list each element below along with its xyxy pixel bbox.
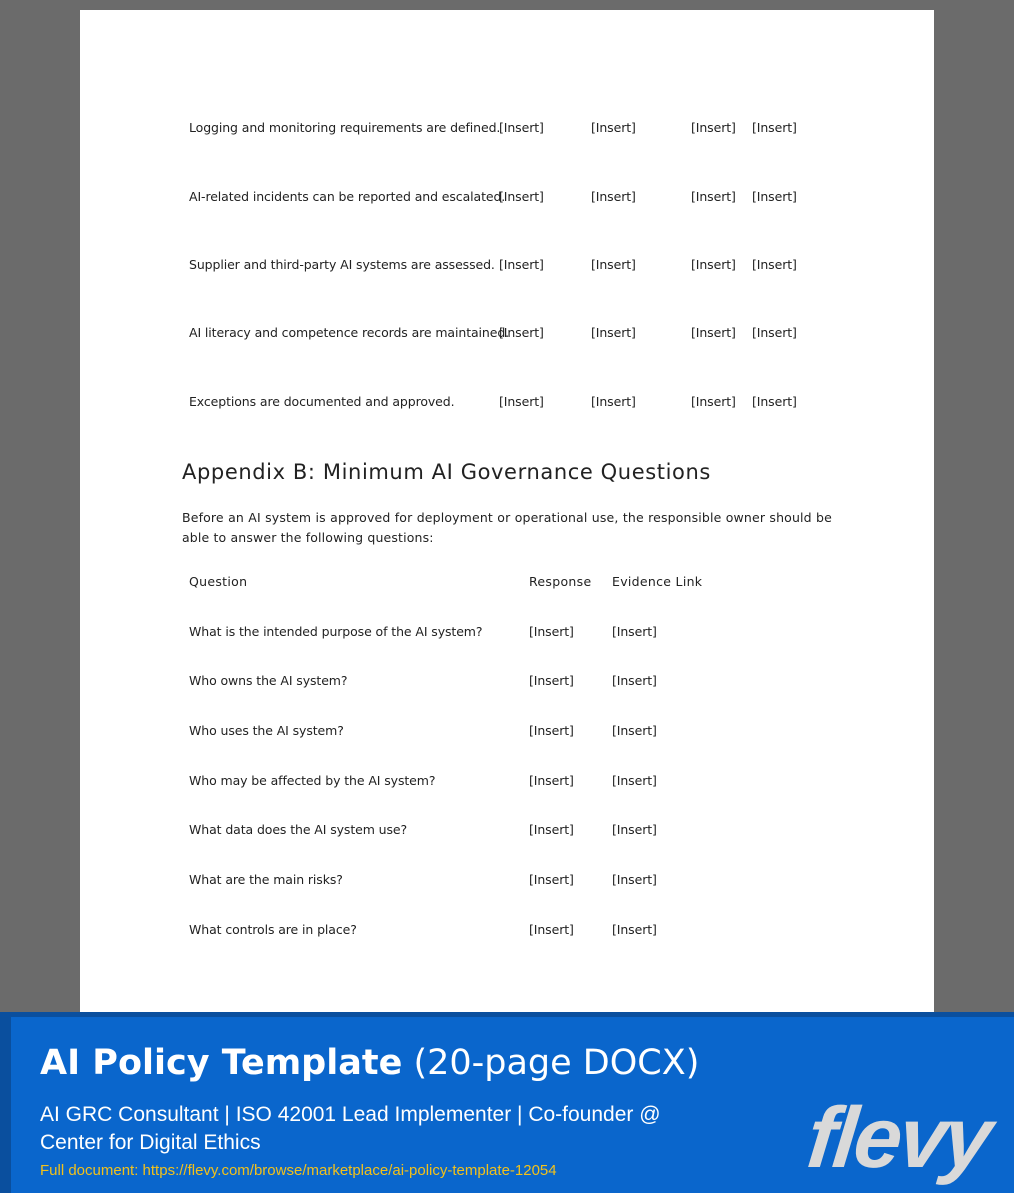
response-cell: [Insert] xyxy=(529,822,574,837)
response-cell: [Insert] xyxy=(529,773,574,788)
response-cell: [Insert] xyxy=(529,673,574,688)
checklist-cell: [Insert] xyxy=(499,189,544,204)
checklist-cell: [Insert] xyxy=(691,189,736,204)
checklist-cell: [Insert] xyxy=(752,394,797,409)
checklist-item: Exceptions are documented and approved. xyxy=(189,394,455,409)
checklist-cell: [Insert] xyxy=(752,120,797,135)
checklist-cell: [Insert] xyxy=(691,257,736,272)
checklist-cell: [Insert] xyxy=(591,325,636,340)
response-cell: [Insert] xyxy=(529,872,574,887)
checklist-cell: [Insert] xyxy=(752,257,797,272)
banner-subtitle: AI GRC Consultant | ISO 42001 Lead Implementer | Co-founder @ Center for Digital Ethics xyxy=(40,1103,661,1154)
response-cell: [Insert] xyxy=(529,624,574,639)
evidence-cell: [Insert] xyxy=(612,872,657,887)
checklist-cell: [Insert] xyxy=(591,189,636,204)
checklist-item: Supplier and third-party AI systems are assessed. xyxy=(189,257,495,272)
banner-title xyxy=(40,1043,699,1083)
table-row xyxy=(80,624,934,644)
table-row xyxy=(80,723,934,743)
checklist-cell: [Insert] xyxy=(591,257,636,272)
checklist-cell: [Insert] xyxy=(499,325,544,340)
column-header-response: Response xyxy=(529,574,592,589)
table-row xyxy=(80,773,934,793)
appendix-heading: Appendix B: Minimum AI Governance Questions xyxy=(182,460,711,484)
table-row xyxy=(80,189,934,209)
response-cell: [Insert] xyxy=(529,922,574,937)
banner-title-bold: AI Policy Template xyxy=(40,1043,403,1083)
question-cell: What data does the AI system use? xyxy=(189,822,408,837)
checklist-item: AI-related incidents can be reported and escalated. xyxy=(189,189,506,204)
banner-edge xyxy=(0,1017,11,1193)
question-cell: Who uses the AI system? xyxy=(189,723,344,738)
checklist-item: Logging and monitoring requirements are defined. xyxy=(189,120,501,135)
promo-banner xyxy=(0,1012,1014,1193)
checklist-cell: [Insert] xyxy=(691,394,736,409)
evidence-cell: [Insert] xyxy=(612,624,657,639)
table-row xyxy=(80,922,934,942)
document-page xyxy=(80,10,934,1012)
checklist-cell: [Insert] xyxy=(499,257,544,272)
table-row xyxy=(80,257,934,277)
table-row xyxy=(80,673,934,693)
column-header-question: Question xyxy=(189,574,248,589)
checklist-cell: [Insert] xyxy=(499,394,544,409)
checklist-cell: [Insert] xyxy=(752,325,797,340)
appendix-intro: Before an AI system is approved for deployment or operational use, the responsible owner should be able to answer the following questions: xyxy=(182,510,832,545)
checklist-cell: [Insert] xyxy=(691,120,736,135)
question-cell: What controls are in place? xyxy=(189,922,357,937)
checklist-cell: [Insert] xyxy=(752,189,797,204)
checklist-cell: [Insert] xyxy=(591,394,636,409)
table-row xyxy=(80,325,934,345)
column-header-evidence: Evidence Link xyxy=(612,574,703,589)
question-cell: Who may be affected by the AI system? xyxy=(189,773,436,788)
evidence-cell: [Insert] xyxy=(612,922,657,937)
evidence-cell: [Insert] xyxy=(612,723,657,738)
evidence-cell: [Insert] xyxy=(612,773,657,788)
table-row xyxy=(80,822,934,842)
evidence-cell: [Insert] xyxy=(612,822,657,837)
table-row xyxy=(80,872,934,892)
table-row xyxy=(80,394,934,414)
checklist-cell: [Insert] xyxy=(591,120,636,135)
response-cell: [Insert] xyxy=(529,723,574,738)
document-link[interactable]: Full document: https://flevy.com/browse/marketplace/ai-policy-template-12054 xyxy=(40,1162,557,1179)
table-header-row xyxy=(80,574,934,594)
question-cell: Who owns the AI system? xyxy=(189,673,348,688)
checklist-cell: [Insert] xyxy=(691,325,736,340)
question-cell: What are the main risks? xyxy=(189,872,343,887)
checklist-cell: [Insert] xyxy=(499,120,544,135)
banner-title-rest: (20-page DOCX) xyxy=(402,1043,700,1083)
flevy-logo[interactable]: flevy xyxy=(802,1090,995,1186)
table-row xyxy=(80,120,934,140)
question-cell: What is the intended purpose of the AI system? xyxy=(189,624,483,639)
evidence-cell: [Insert] xyxy=(612,673,657,688)
checklist-item: AI literacy and competence records are maintained. xyxy=(189,325,510,340)
